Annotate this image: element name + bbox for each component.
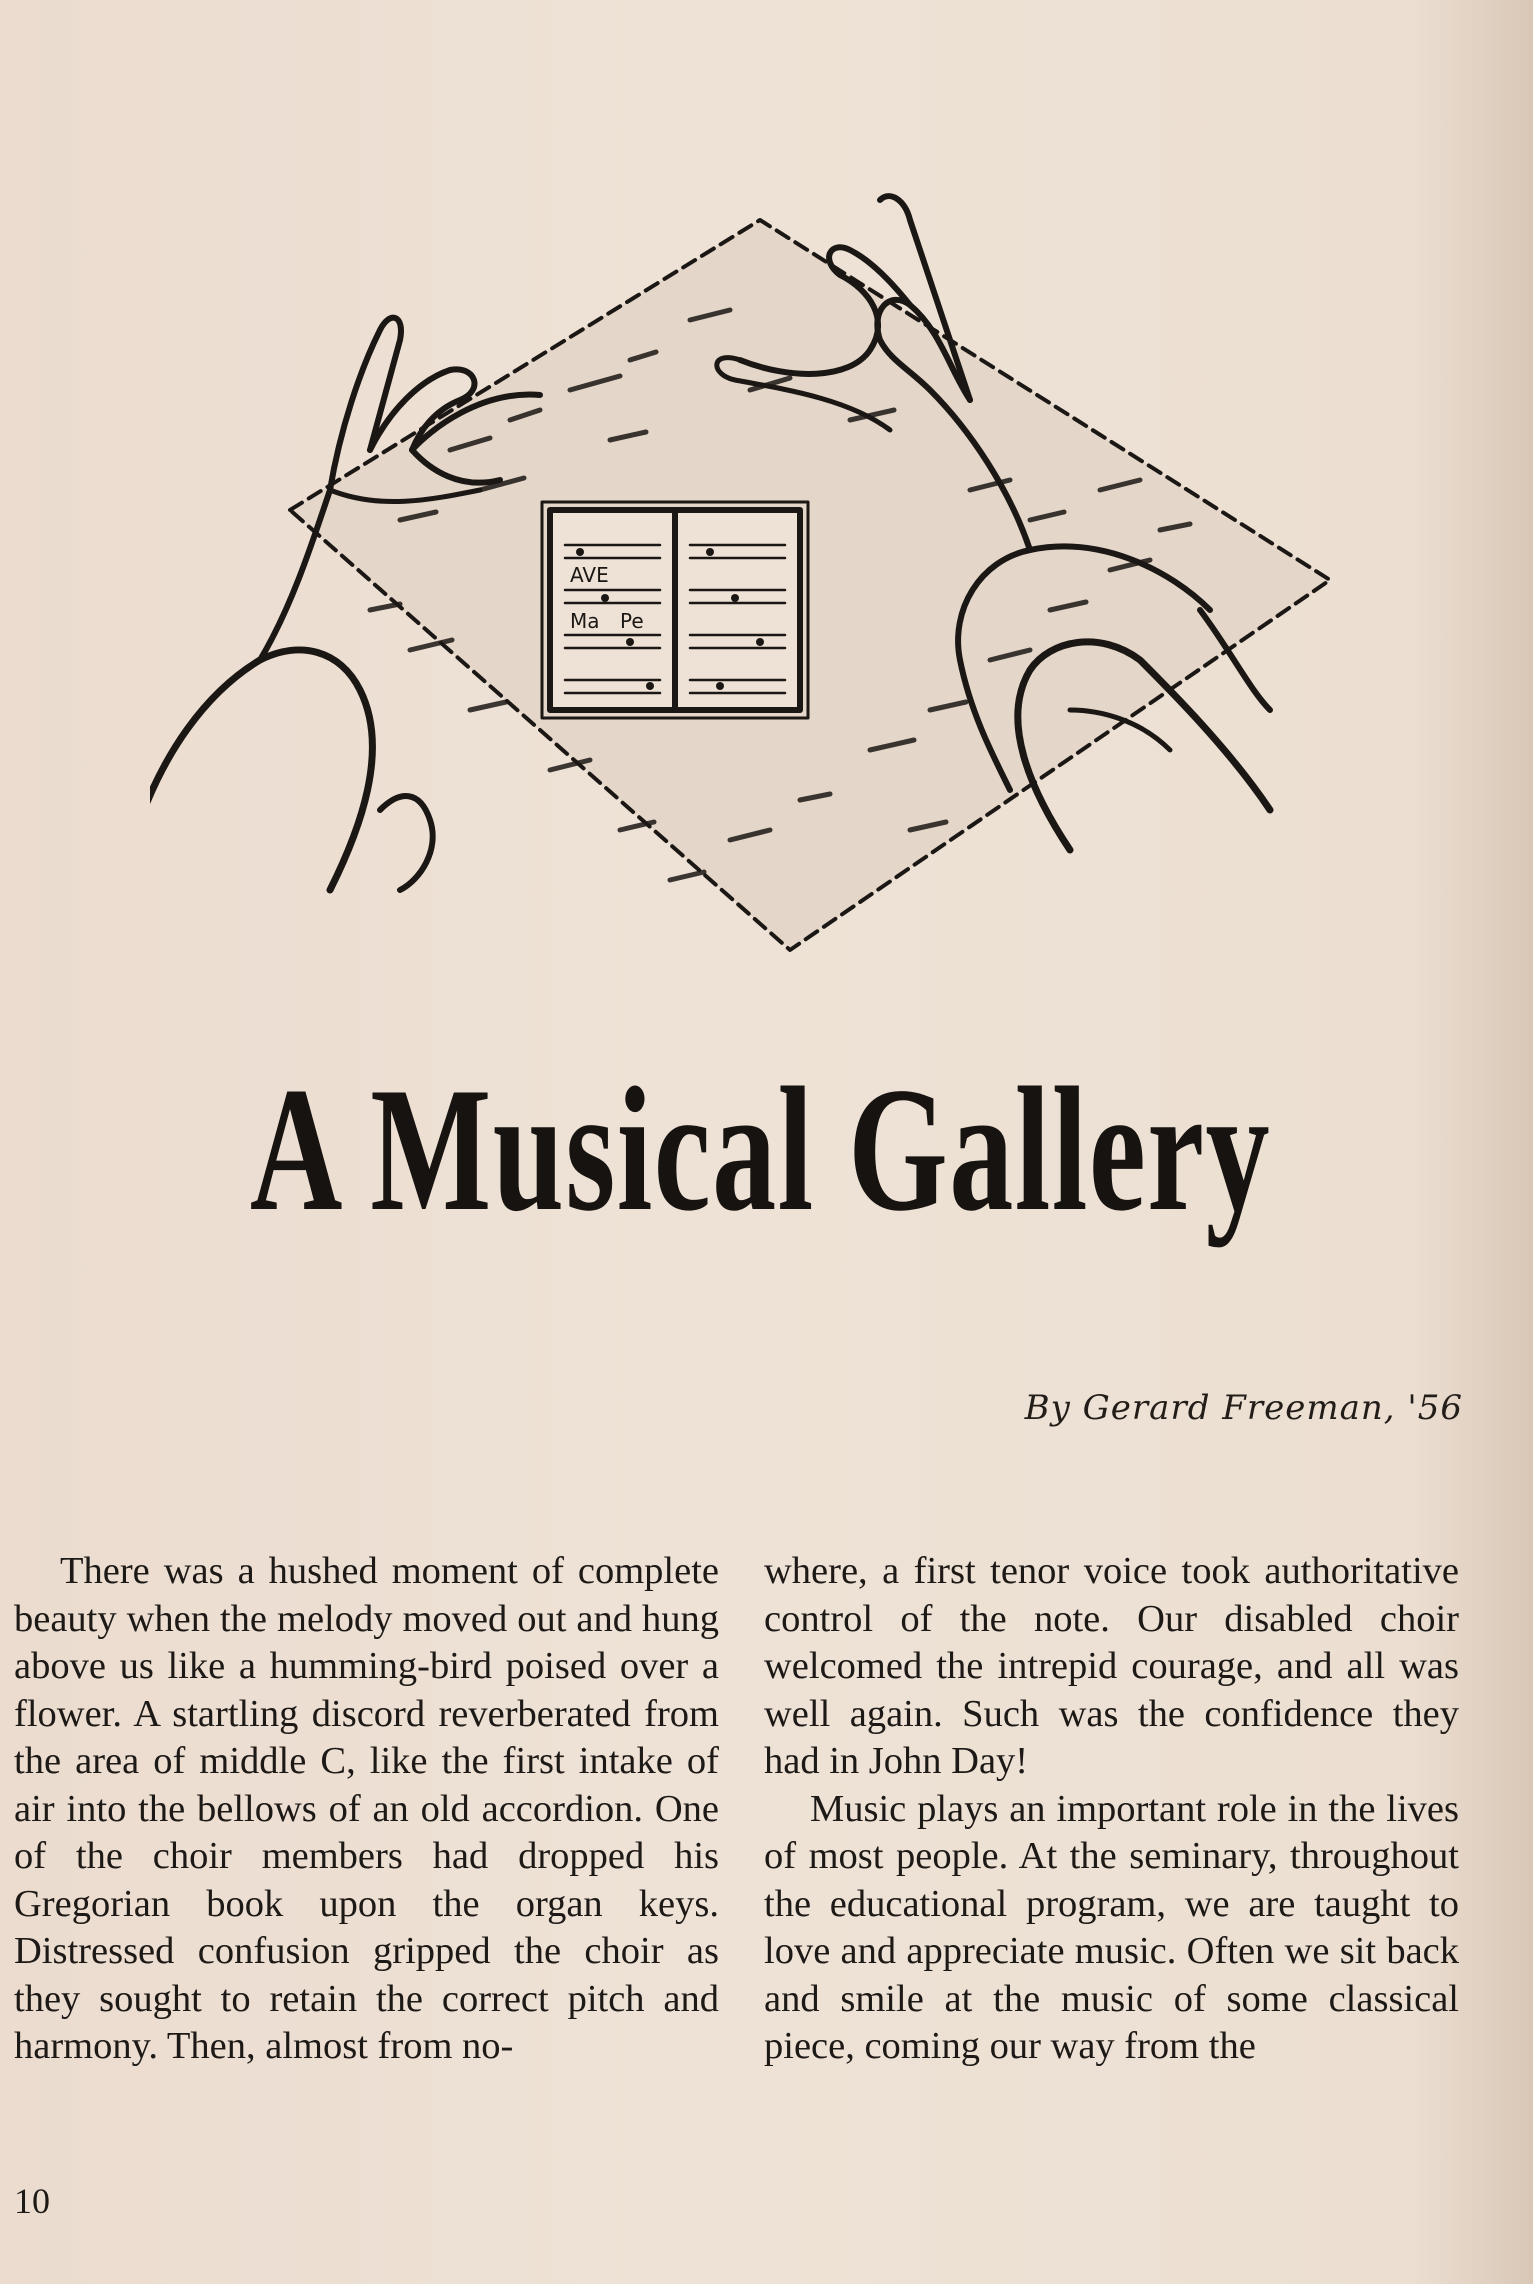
page-number: 10	[14, 2181, 50, 2221]
article-title: A Musical Gallery	[249, 1050, 1272, 1248]
book-word: Pe	[620, 609, 644, 633]
choir-book-illustration	[150, 190, 1350, 1030]
article-byline: By Gerard Freeman, '56	[1024, 1388, 1463, 1428]
paragraph: There was a hushed moment of complete beauty when the melody moved out and hung above us like a humming-bird poised over a flower. A startling discord reverberated from the area of middle C, like the first intake of air into the bellows of an old accordion. One of the choir members had dropped his Gregorian book upon the organ keys. Distressed confusion gripped the choir as they sought to retain the correct pitch and harmony. Then, almost from no-	[14, 1550, 719, 2067]
book-word: AVE	[570, 563, 609, 587]
paragraph: Music plays an important role in the lives of most people. At the seminary, throughout the educational program, we are taught to love and appreciate music. Often we sit back and smile at the music of some classical piece, coming our way from the	[764, 1787, 1459, 2067]
article-column-right	[764, 1548, 1459, 2071]
article-column-left	[14, 1548, 719, 2071]
paragraph: where, a first tenor voice took authoritative control of the note. Our disabled choir welcomed the intrepid courage, and all was well again. Such was the confidence they had in John Day!	[764, 1550, 1459, 1782]
book-word: Ma	[570, 609, 600, 633]
